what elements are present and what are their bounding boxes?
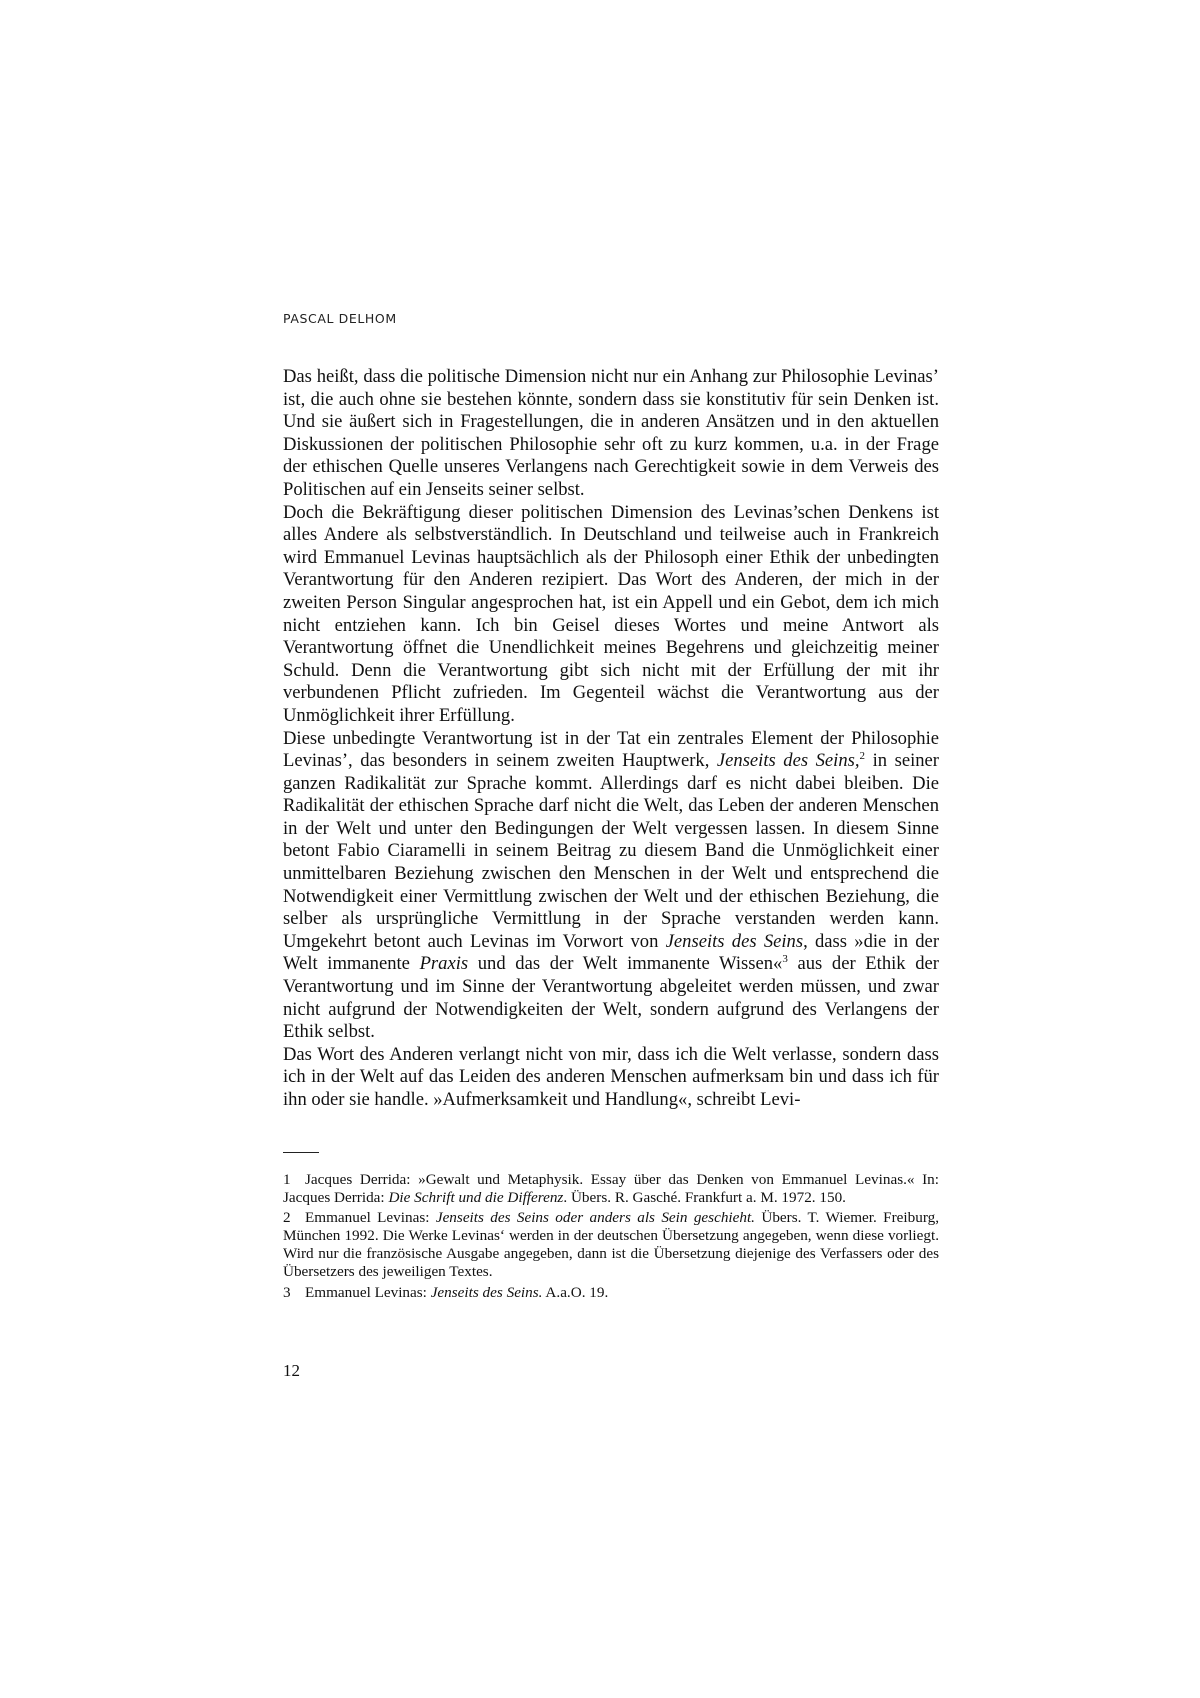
footnote-number: 3 [283,1283,291,1301]
paragraph-3-text: und das der Welt immanente Wissen« [468,953,783,975]
paragraph-3 [283,728,939,1044]
term-italic: Praxis [419,953,469,975]
paragraph-2: Doch die Bekräftigung dieser politischen Dimension des Levinas’schen Denkens ist alles Andere als selbstverständlich. In Deutschland und teilweise auch in Frankreich wird Emmanuel Levinas hauptsächlich als der Philosoph einer Ethik der unbedingten Verantwortung für den Anderen rezipiert. Das Wort des Anderen, der mich in der zweiten Person Singular angesprochen hat, ist ein Appell und ein Gebot, dem ich mich nicht entziehen kann. Ich bin Geisel dieses Wortes und meine Antwort als Verantwortung öffnet die Unendlichkeit meines Begehrens und gleichzeitig meiner Schuld. Denn die Verantwortung gibt sich nicht mit der Erfüllung der mit ihr verbundenen Pflicht zufrieden. Im Gegenteil wächst die Verantwortung aus der Unmöglichkeit ihrer Erfüllung. [283,501,939,726]
footnote-number: 1 [283,1171,291,1188]
paragraph-1: Das heißt, dass die politische Dimension nicht nur ein Anhang zur Philosophie Levinas’ ist, die auch ohne sie bestehen könnte, sondern dass sie konstitutiv für sein Denken ist. Und sie äußert sich in Fragestellungen, die in anderen Ansätzen und in den aktuellen Diskussionen der politischen Philosophie sehr oft zu kurz kommen, u.a. in der Frage der ethischen Quelle unseres Verlangens nach Gerechtigkeit sowie in dem Verweis des Politischen auf ein Jenseits seiner selbst. [283,366,939,500]
footnote-text: Emmanuel Levinas: [305,1283,431,1301]
page-number: 12 [283,1361,300,1380]
footnote-text: A.a.O. 19. [542,1283,609,1301]
book-title-italic: Jenseits des Seins. [430,1283,543,1301]
paragraph-4: Das Wort des Anderen verlangt nicht von mir, dass ich die Welt verlasse, sondern dass ich in der Welt auf das Leiden des anderen Menschen aufmerksam bin und dass ich für ihn oder sie handle. »Aufmerksamkeit und Handlung«, schreibt Levi- [283,1043,939,1110]
main-text [283,366,939,1112]
paragraph-3-text: Diese unbedingte Verantwortung ist in der Tat ein zentrales Element der Philosophie Levinas’, das besonders in seinem zweiten Hauptwerk, [283,727,939,772]
footnotes [283,1171,939,1304]
footnote-text: Übers. T. Wiemer. Freiburg, München 1992. Die Werke Levinas‘ werden in der deutschen Übersetzung angegeben, wenn diese vorliegt. Wird nur die französische Ausgabe angegeben, dann ist die Übersetzung diejenige des Verfassers oder des Übersetzers des jeweiligen Textes. [283,1209,939,1281]
footnote-text: . Übers. R. Gasché. Frankfurt a. M. 1972. 150. [563,1189,846,1207]
footnote-text: Jacques Derrida: »Gewalt und Metaphysik. Essay über das Denken von Emmanuel Levinas.« In: Jacques Derrida: [283,1171,939,1207]
footnote-1 [283,1171,939,1207]
footnote-text: Emmanuel Levinas: [305,1209,436,1227]
book-title-italic: Jenseits des Seins, [716,750,860,772]
footnote-ref-2[interactable]: 2 [859,749,866,762]
footnote-3 [283,1284,939,1302]
footnote-number: 2 [283,1209,291,1227]
paragraph-3-text: , dass »die in der Welt immanente [283,930,940,975]
book-title-italic: Jenseits des Seins oder anders als Sein geschieht. [435,1209,755,1227]
footnote-ref-3[interactable]: 3 [782,953,788,966]
footnote-2 [283,1209,939,1281]
paragraph-3-text: in seiner ganzen Radikalität zur Sprache kommt. Allerdings darf es nicht dabei bleiben. Die Radikalität der ethischen Sprache darf nicht die Welt, das Leben der anderen Menschen in der Welt und unter den Bedingungen der Welt vergessen lassen. In diesem Sinne betont Fabio Ciaramelli in seinem Beitrag zu diesem Band die Unmöglichkeit einer unmittelbaren Beziehung zwischen den Menschen in der Welt und entsprechend die Notwendigkeit einer Vermittlung zwischen der Welt und der ethischen Beziehung, die selber als ursprüngliche Vermittlung in der Sprache verstanden werden kann. Umgekehrt betont auch Levinas im Vorwort von [283,750,939,952]
footnote-separator [283,1152,319,1153]
book-title-italic: Die Schrift und die Differenz [388,1189,564,1207]
book-title-italic: Jenseits des Seins [665,930,804,952]
running-head: PASCAL DELHOM [283,311,397,326]
paragraph-3-text: aus der Ethik der Verantwortung und im Sinne der Verantwortung abgeleitet werden müssen, und zwar nicht aufgrund der Notwendigkeiten der Welt, sondern aufgrund des Verlangens der Ethik selbst. [283,953,939,1043]
